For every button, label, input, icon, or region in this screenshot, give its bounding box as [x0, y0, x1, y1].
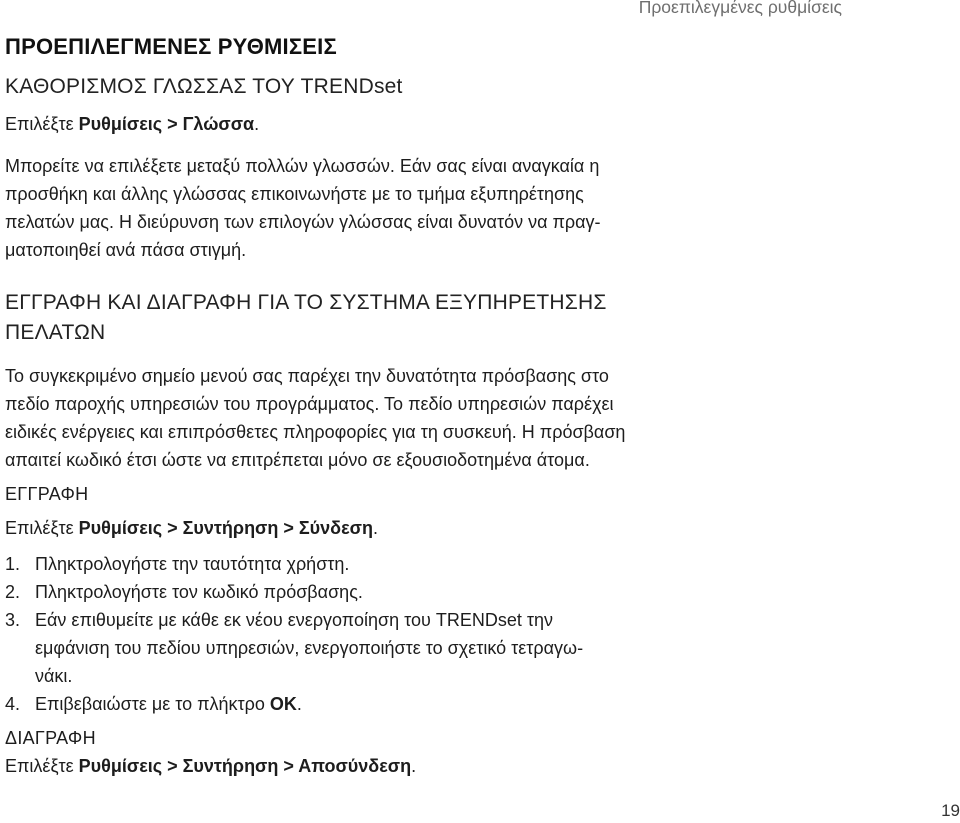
service-paragraph: [5, 362, 705, 474]
step-item: [5, 578, 705, 606]
step-number: 1.: [5, 554, 21, 574]
step-text: Επιβεβαιώστε με το πλήκτρο: [35, 694, 270, 714]
select-suffix: .: [254, 114, 260, 134]
unregister-menu-path: [5, 752, 705, 780]
paragraph-line: ειδικές ενέργειες και επιπρόσθετες πληροφορίες για τη συσκευή. Η πρόσβαση: [5, 422, 626, 442]
language-heading: ΚΑΘΟΡΙΣΜΟΣ ΓΛΩΣΣΑΣ ΤΟΥ TRENDset: [5, 75, 403, 98]
ok-key-label: OK: [269, 694, 297, 714]
step-number: 4.: [5, 694, 21, 714]
step-item: [5, 606, 705, 690]
step-suffix: .: [296, 694, 302, 714]
service-heading-line1: ΕΓΓΡΑΦΗ ΚΑΙ ΔΙΑΓΡΑΦΗ ΓΙΑ ΤΟ ΣΥΣΤΗΜΑ ΕΞΥΠΗΡΕΤΗΣΗΣ: [5, 291, 607, 314]
step-text-cont: νάκι.: [35, 666, 73, 686]
register-heading: ΕΓΓΡΑΦΗ: [5, 484, 89, 504]
paragraph-line: Το συγκεκριμένο σημείο μενού σας παρέχει την δυνατότητα πρόσβασης στο: [5, 366, 609, 386]
language-menu-path: [5, 110, 705, 138]
select-prefix: Επιλέξτε: [5, 114, 79, 134]
step-number: 3.: [5, 610, 21, 630]
step-item: [5, 690, 705, 718]
register-steps: [5, 550, 705, 718]
step-text: Πληκτρολογήστε την ταυτότητα χρήστη.: [35, 554, 350, 574]
select-prefix: Επιλέξτε: [5, 756, 79, 776]
paragraph-line: προσθήκη και άλλης γλώσσας επικοινωνήστε με το τμήμα εξυπηρέτησης: [5, 184, 584, 204]
paragraph-line: ματοποιηθεί ανά πάσα στιγμή.: [5, 240, 247, 260]
menu-path-unregister: Ρυθμίσεις > Συντήρηση > Αποσύνδεση: [78, 756, 412, 776]
register-menu-path: [5, 514, 705, 542]
paragraph-line: απαιτεί κωδικό έτσι ώστε να επιτρέπεται μόνο σε εξουσιοδοτημένα άτομα.: [5, 450, 590, 470]
menu-path-register: Ρυθμίσεις > Συντήρηση > Σύνδεση: [78, 518, 373, 538]
section-title: ΠΡΟΕΠΙΛΕΓΜΕΝΕΣ ΡΥΘΜΙΣΕΙΣ: [5, 34, 337, 59]
select-suffix: .: [411, 756, 417, 776]
step-text: Πληκτρολογήστε τον κωδικό πρόσβασης.: [35, 582, 363, 602]
service-heading-line2: ΠΕΛΑΤΩΝ: [5, 321, 106, 344]
step-number: 2.: [5, 582, 21, 602]
language-paragraph: [5, 152, 705, 264]
paragraph-line: Μπορείτε να επιλέξετε μεταξύ πολλών γλωσσών. Εάν σας είναι αναγκαία η: [5, 156, 600, 176]
unregister-heading: ΔΙΑΓΡΑΦΗ: [5, 728, 96, 748]
select-suffix: .: [372, 518, 378, 538]
paragraph-line: πεδίο παροχής υπηρεσιών του προγράμματος. Το πεδίο υπηρεσιών παρέχει: [5, 394, 614, 414]
paragraph-line: πελατών μας. Η διεύρυνση των επιλογών γλώσσας είναι δυνατόν να πραγ-: [5, 212, 601, 232]
step-text: Εάν επιθυμείτε με κάθε εκ νέου ενεργοποίηση του TRENDset την: [35, 610, 553, 630]
step-item: [5, 550, 705, 578]
page-number: 19: [941, 801, 960, 820]
step-text-cont: εμφάνιση του πεδίου υπηρεσιών, ενεργοποιήστε το σχετικό τετραγω-: [35, 638, 584, 658]
select-prefix: Επιλέξτε: [5, 518, 79, 538]
menu-path-language: Ρυθμίσεις > Γλώσσα: [78, 114, 255, 134]
running-header: Προεπιλεγμένες ρυθμίσεις: [638, 0, 842, 17]
page-content: [5, 30, 705, 780]
